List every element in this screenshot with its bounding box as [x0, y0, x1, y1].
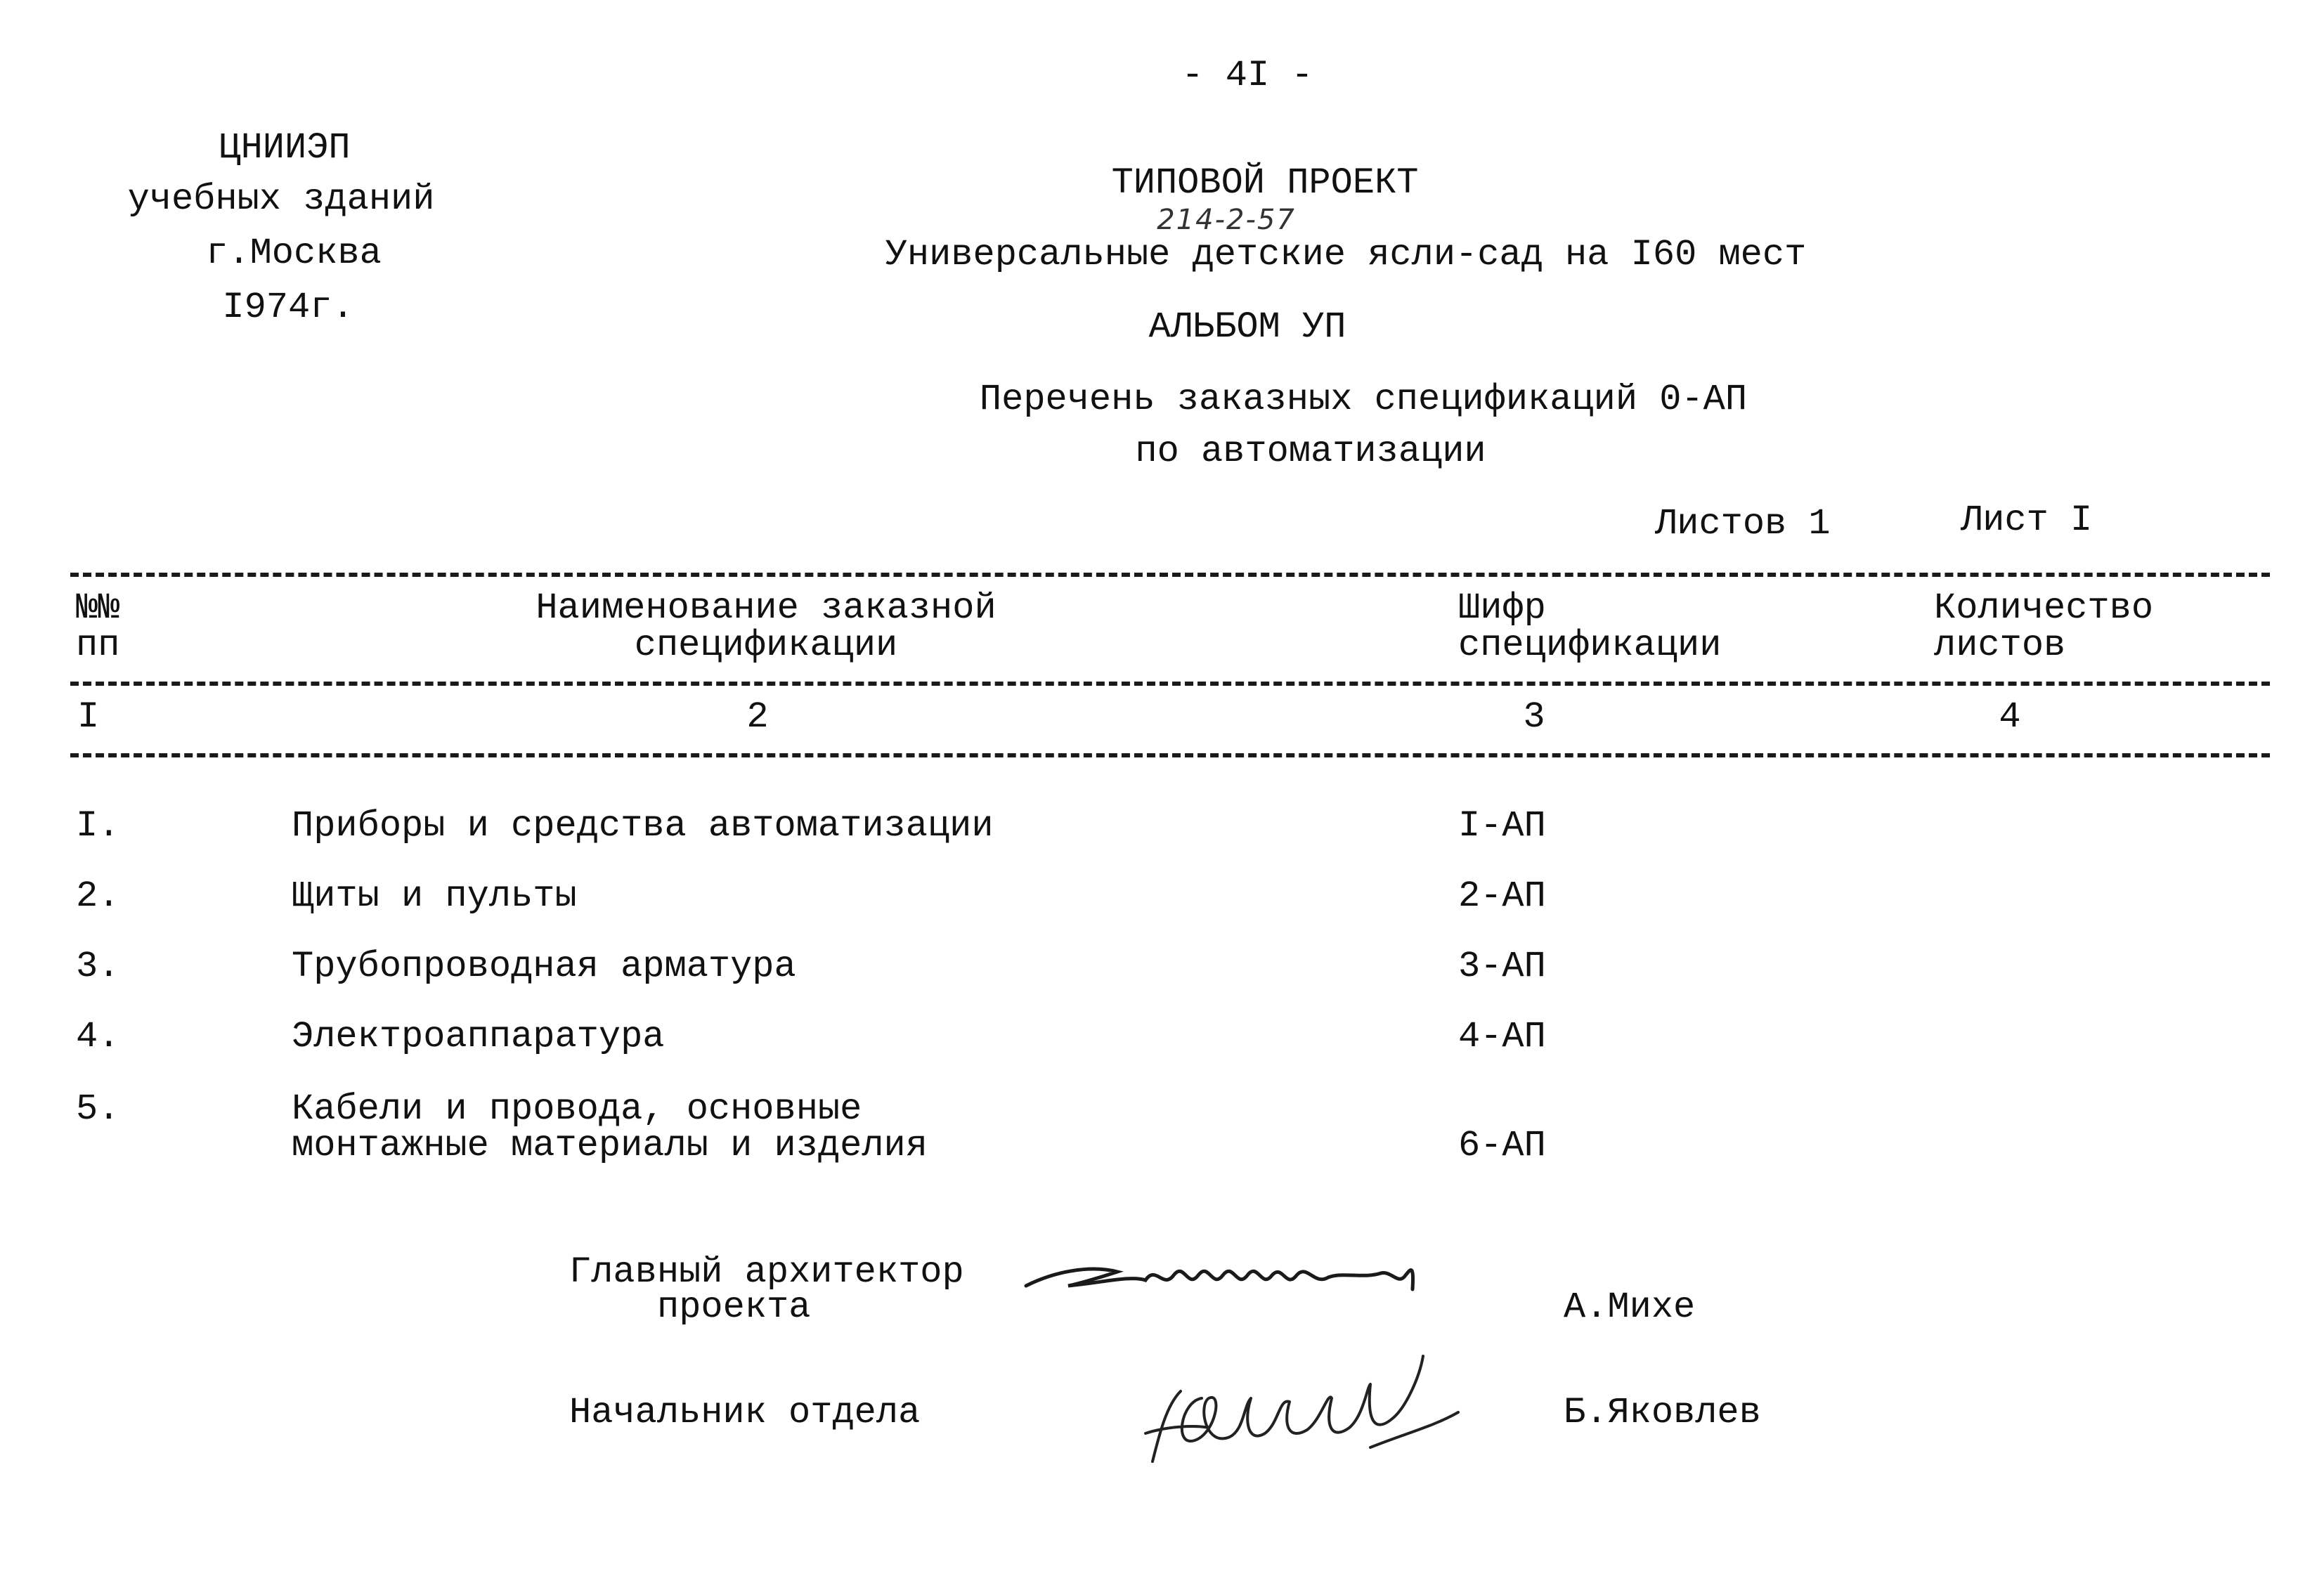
album-title: АЛЬБОМ УП — [1148, 306, 1346, 348]
col-header-code: Шифр — [1458, 587, 1546, 629]
table-rule-mid — [70, 682, 2270, 686]
col-header-num: №№ — [76, 587, 120, 629]
project-code-handwritten: 214-2-57 — [1157, 204, 1296, 236]
sheets-total: Листов 1 — [1655, 503, 1831, 545]
org-city: г.Москва — [206, 233, 382, 274]
row-num: 4. — [76, 1016, 120, 1057]
col-header-name: Наименование заказной — [535, 587, 997, 629]
row-num: 5. — [76, 1088, 120, 1130]
signature-mikhe-icon — [1026, 1251, 1462, 1328]
signer-role-cont: проекта — [657, 1287, 811, 1328]
col-number-1: I — [77, 696, 100, 738]
table-rule-bottom — [70, 753, 2270, 757]
row-name: Щиты и пульты — [292, 875, 577, 917]
col-header-count: Количество — [1934, 587, 2154, 629]
signer-role: Главный архитектор — [569, 1251, 964, 1293]
col-number-2: 2 — [746, 696, 769, 738]
row-name: Кабели и провода, основные — [292, 1088, 862, 1130]
project-title: Универсальные детские ясли-сад на I60 мест — [885, 234, 1807, 275]
row-name: Трубопроводная арматура — [292, 946, 796, 987]
col-header-code-2: спецификации — [1458, 625, 1722, 666]
signer-name: Б.Яковлев — [1564, 1392, 1761, 1433]
project-type: ТИПОВОЙ ПРОЕКТ — [1111, 162, 1419, 204]
org-division: учебных зданий — [127, 178, 435, 220]
org-name: ЦНИИЭП — [219, 127, 351, 169]
row-num: 3. — [76, 946, 120, 987]
sheet-current: Лист I — [1961, 500, 2093, 541]
col-header-name-2: спецификации — [634, 625, 898, 666]
page-number: - 4I - — [1181, 55, 1313, 96]
table-rule-top — [70, 573, 2270, 577]
list-subtitle: по автоматизации — [1135, 431, 1486, 472]
col-number-3: 3 — [1523, 696, 1545, 738]
signature-yakovlev-icon — [1138, 1349, 1490, 1476]
col-header-count-2: листов — [1934, 625, 2066, 666]
row-name: Электроаппаратура — [292, 1016, 665, 1057]
list-title: Перечень заказных спецификаций 0-АП — [979, 379, 1748, 420]
row-code: 4-АП — [1458, 1016, 1546, 1057]
row-num: 2. — [76, 875, 120, 917]
col-header-num-2: пп — [76, 625, 120, 666]
row-name-cont: монтажные материалы и изделия — [292, 1125, 928, 1166]
row-num: I. — [76, 805, 120, 847]
org-year: I974г. — [222, 287, 354, 328]
row-code: 2-АП — [1458, 875, 1546, 917]
signer-name: А.Михе — [1564, 1287, 1696, 1328]
col-number-4: 4 — [1999, 696, 2021, 738]
row-name: Приборы и средства автоматизации — [292, 805, 994, 847]
row-code: 3-АП — [1458, 946, 1546, 987]
signer-role: Начальник отдела — [569, 1392, 921, 1433]
row-code: 6-АП — [1458, 1125, 1546, 1166]
row-code: I-АП — [1458, 805, 1546, 847]
